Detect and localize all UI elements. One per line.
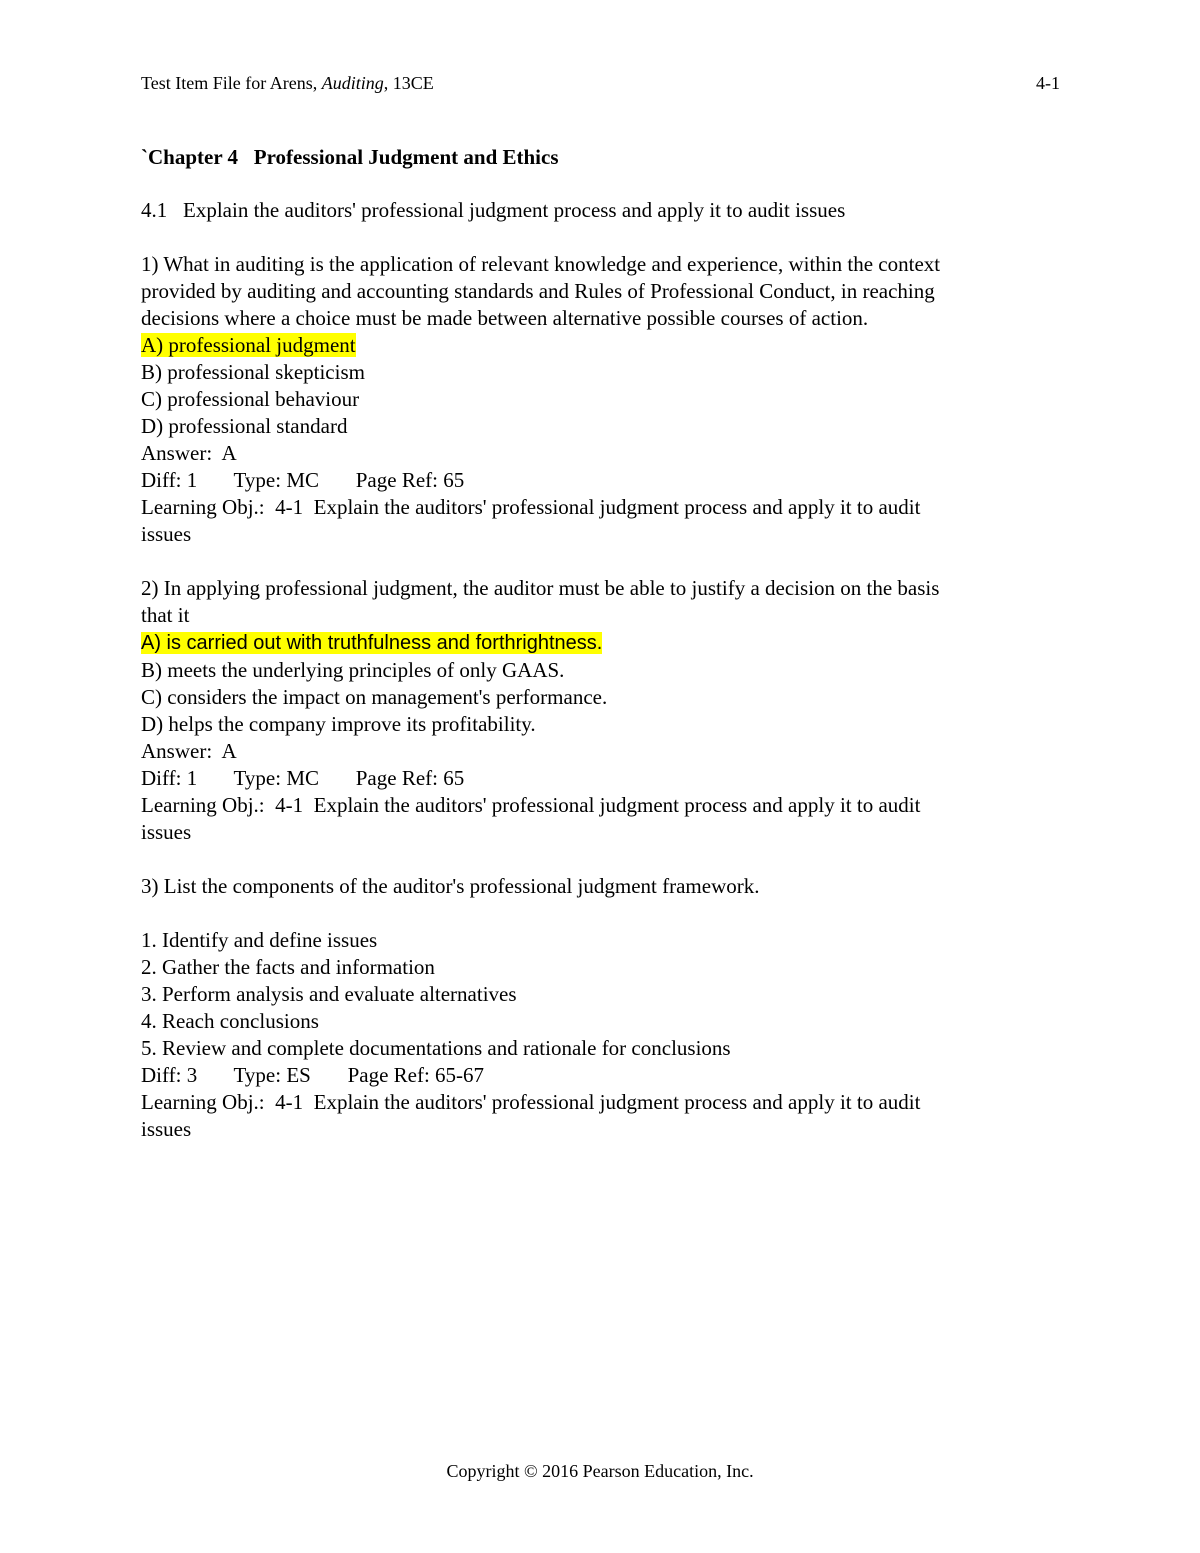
- question-text: 3) List the components of the auditor's professional judgment framework.: [141, 874, 760, 898]
- option-c: C) considers the impact on management's performance.: [141, 685, 608, 709]
- chapter-title: `Chapter 4 Professional Judgment and Ethics: [141, 145, 559, 169]
- document-body: [141, 197, 1051, 1143]
- learning-objective: Learning Obj.: 4-1 Explain the auditors' professional judgment process and apply it to audit: [141, 495, 921, 519]
- answer: Answer: A: [141, 441, 237, 465]
- question-text: decisions where a choice must be made between alternative possible courses of action.: [141, 306, 869, 330]
- learning-objective: issues: [141, 522, 192, 546]
- question-text: 2) In applying professional judgment, the auditor must be able to justify a decision on the basis: [141, 576, 940, 600]
- list-item: 1. Identify and define issues: [141, 928, 378, 952]
- question-text: provided by auditing and accounting standards and Rules of Professional Conduct, in reaching: [141, 279, 935, 303]
- header-title: [141, 73, 434, 93]
- header-title-suffix: , 13CE: [383, 73, 434, 93]
- answer: Answer: A: [141, 739, 237, 763]
- learning-objective: Learning Obj.: 4-1 Explain the auditors' professional judgment process and apply it to audit: [141, 793, 921, 817]
- question-text: that it: [141, 603, 190, 627]
- option-b: B) professional skepticism: [141, 360, 365, 384]
- list-item: 4. Reach conclusions: [141, 1009, 319, 1033]
- header-book-title: Auditing: [321, 73, 384, 93]
- learning-objective: issues: [141, 820, 192, 844]
- question-2: [141, 575, 1051, 846]
- question-meta: Diff: 1 Type: MC Page Ref: 65: [141, 468, 465, 492]
- option-c: C) professional behaviour: [141, 387, 360, 411]
- list-item: 2. Gather the facts and information: [141, 955, 435, 979]
- question-meta: Diff: 1 Type: MC Page Ref: 65: [141, 766, 465, 790]
- learning-objective: Learning Obj.: 4-1 Explain the auditors' professional judgment process and apply it to audit: [141, 1090, 921, 1114]
- option-d: D) professional standard: [141, 414, 348, 438]
- question-meta: Diff: 3 Type: ES Page Ref: 65-67: [141, 1063, 485, 1087]
- option-b: B) meets the underlying principles of only GAAS.: [141, 658, 565, 682]
- highlighted-correct-option: A) professional judgment: [141, 333, 356, 357]
- header-page-number: 4-1: [1036, 73, 1060, 93]
- list-item: 3. Perform analysis and evaluate alternatives: [141, 982, 517, 1006]
- question-3: [141, 873, 1051, 1143]
- list-item: 5. Review and complete documentations and rationale for conclusions: [141, 1036, 731, 1060]
- highlighted-correct-option: A) is carried out with truthfulness and forthrightness.: [141, 632, 603, 654]
- option-d: D) helps the company improve its profitability.: [141, 712, 536, 736]
- question-1: [141, 251, 1051, 548]
- copyright-footer: Copyright © 2016 Pearson Education, Inc.: [446, 1461, 754, 1481]
- page-header: [141, 72, 1060, 94]
- header-title-prefix: Test Item File for Arens,: [141, 73, 322, 93]
- section-heading: 4.1 Explain the auditors' professional judgment process and apply it to audit issues: [141, 198, 846, 222]
- question-text: 1) What in auditing is the application of relevant knowledge and experience, within the context: [141, 252, 941, 276]
- learning-objective: issues: [141, 1117, 192, 1141]
